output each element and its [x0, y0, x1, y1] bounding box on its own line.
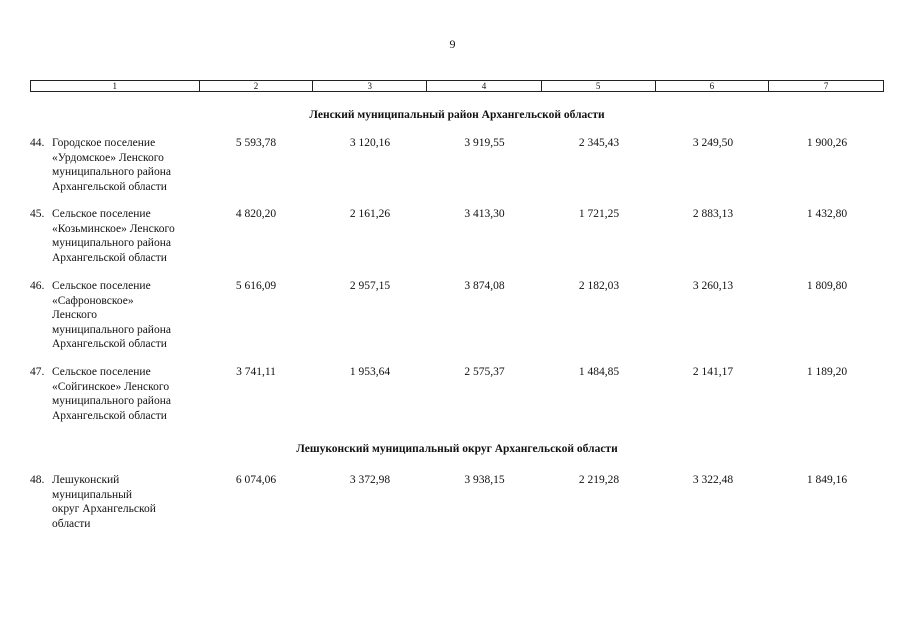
row-value-col-6: 3 249,50	[692, 137, 734, 149]
table-row	[30, 473, 884, 531]
row-value-col-4: 2 575,37	[464, 366, 505, 378]
table-header	[30, 80, 884, 92]
header-col-4: 4	[427, 81, 542, 91]
header-col-3: 3	[313, 81, 427, 91]
row-value-col-4: 3 919,55	[464, 137, 505, 149]
row-value-col-6: 3 260,13	[692, 280, 734, 292]
row-name: Сельское поселение «Сойгинское» Ленского муниципального района Архангельской области	[52, 366, 171, 422]
header-col-2: 2	[200, 81, 314, 91]
row-value-col-7: 1 849,16	[806, 474, 848, 486]
row-value-col-6: 2 883,13	[692, 208, 734, 220]
table-row	[30, 207, 884, 265]
row-value-col-3: 1 953,64	[349, 366, 391, 378]
header-col-5: 5	[542, 81, 656, 91]
row-number: 48.	[30, 474, 45, 486]
row-value-col-7: 1 189,20	[806, 366, 848, 378]
row-value-col-4: 3 874,08	[464, 280, 505, 292]
row-value-col-5: 1 484,85	[578, 366, 620, 378]
row-value-col-3: 2 161,26	[349, 208, 391, 220]
row-value-col-2: 6 074,06	[235, 474, 277, 486]
row-name: Городское поселение «Урдомское» Ленского муниципального района Архангельской области	[52, 137, 171, 193]
row-value-col-2: 5 593,78	[235, 137, 277, 149]
row-value-col-5: 2 182,03	[578, 280, 620, 292]
row-number: 46.	[30, 280, 45, 292]
row-name: Лешуконский муниципальный округ Архангельской области	[52, 474, 156, 530]
row-name: Сельское поселение «Козьминское» Ленского муниципального района Архангельской области	[52, 208, 175, 264]
row-value-col-4: 3 938,15	[464, 474, 505, 486]
row-value-col-7: 1 900,26	[806, 137, 848, 149]
row-value-col-2: 3 741,11	[236, 366, 276, 378]
row-name: Сельское поселение «Сафроновское» Ленского муниципального района Архангельской области	[52, 280, 171, 350]
row-number: 45.	[30, 208, 45, 220]
header-col-1: 1	[31, 81, 200, 91]
row-value-col-7: 1 809,80	[806, 280, 848, 292]
row-value-col-7: 1 432,80	[806, 208, 848, 220]
section-title: Ленский муниципальный район Архангельской области	[309, 109, 605, 121]
header-col-7: 7	[823, 81, 829, 91]
header-col-6: 6	[656, 81, 770, 91]
row-value-col-4: 3 413,30	[464, 208, 505, 220]
row-value-col-6: 3 322,48	[692, 474, 734, 486]
row-value-col-3: 3 120,16	[349, 137, 391, 149]
row-value-col-5: 2 219,28	[578, 474, 620, 486]
table-row	[30, 365, 884, 423]
row-value-col-6: 2 141,17	[692, 366, 734, 378]
section-title: Лешуконский муниципальный округ Архангельской области	[296, 443, 618, 455]
row-value-col-3: 3 372,98	[349, 474, 391, 486]
table-row	[30, 136, 884, 194]
row-number: 44.	[30, 137, 45, 149]
row-value-col-5: 2 345,43	[578, 137, 620, 149]
row-value-col-5: 1 721,25	[578, 208, 620, 220]
table-row	[30, 279, 884, 352]
row-value-col-2: 5 616,09	[235, 280, 277, 292]
page-number: 9	[449, 37, 456, 51]
row-value-col-2: 4 820,20	[235, 208, 277, 220]
row-number: 47.	[30, 366, 45, 378]
row-value-col-3: 2 957,15	[349, 280, 391, 292]
